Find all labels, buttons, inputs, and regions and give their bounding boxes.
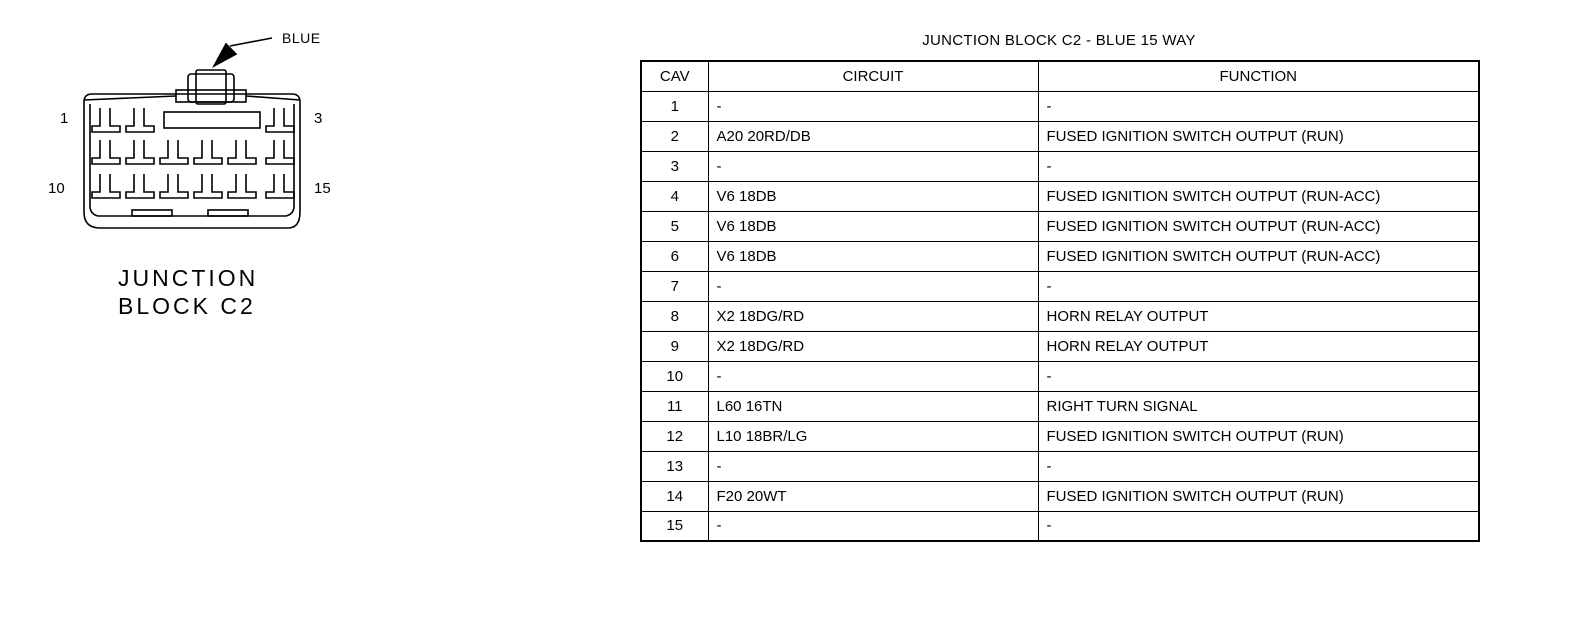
cav-cell: 1 (641, 91, 708, 121)
terminal-cavity (92, 140, 120, 164)
connector-caption (118, 264, 298, 320)
terminal-cavity (266, 174, 294, 198)
cav-cell: 5 (641, 211, 708, 241)
terminal-cavity (92, 108, 120, 132)
function-cell: HORN RELAY OUTPUT (1038, 301, 1479, 331)
table-row (641, 481, 1479, 511)
cav-cell: 7 (641, 271, 708, 301)
table-row (641, 181, 1479, 211)
table-row (641, 361, 1479, 391)
circuit-cell: L10 18BR/LG (708, 421, 1038, 451)
pinout-table (640, 60, 1480, 542)
function-cell: - (1038, 451, 1479, 481)
connector-diagram (0, 0, 560, 622)
table-row (641, 121, 1479, 151)
pinout-table-body (641, 91, 1479, 541)
table-row (641, 391, 1479, 421)
circuit-cell: - (708, 151, 1038, 181)
circuit-cell: V6 18DB (708, 211, 1038, 241)
function-cell: RIGHT TURN SIGNAL (1038, 391, 1479, 421)
function-cell: FUSED IGNITION SWITCH OUTPUT (RUN-ACC) (1038, 211, 1479, 241)
table-row (641, 421, 1479, 451)
table-row (641, 151, 1479, 181)
table-row (641, 331, 1479, 361)
terminal-cavity (194, 174, 222, 198)
function-cell: - (1038, 511, 1479, 541)
cav-cell: 3 (641, 151, 708, 181)
circuit-cell: V6 18DB (708, 181, 1038, 211)
cav-cell: 10 (641, 361, 708, 391)
connector-color-label: BLUE (282, 30, 321, 46)
cav-cell: 15 (641, 511, 708, 541)
terminal-cavity (126, 174, 154, 198)
terminal-cavity (160, 174, 188, 198)
function-cell: - (1038, 361, 1479, 391)
caption-line-1: JUNCTION (118, 265, 259, 291)
terminal-cavity (228, 174, 256, 198)
cav-cell: 14 (641, 481, 708, 511)
circuit-cell: - (708, 361, 1038, 391)
cav-cell: 13 (641, 451, 708, 481)
circuit-cell: - (708, 271, 1038, 301)
table-header-row (641, 61, 1479, 91)
circuit-cell: - (708, 511, 1038, 541)
terminal-cavity (126, 140, 154, 164)
cav-cell: 4 (641, 181, 708, 211)
table-title: JUNCTION BLOCK C2 - BLUE 15 WAY (922, 32, 1196, 49)
circuit-cell: F20 20WT (708, 481, 1038, 511)
terminal-cavity (126, 108, 154, 132)
terminal-cavity (228, 140, 256, 164)
cav-cell: 8 (641, 301, 708, 331)
terminal-cavity (266, 140, 294, 164)
terminal-cavity (266, 108, 294, 132)
terminal-cavity (92, 174, 120, 198)
function-cell: - (1038, 271, 1479, 301)
table-row (641, 241, 1479, 271)
pin-label-3: 3 (314, 110, 323, 127)
function-cell: - (1038, 91, 1479, 121)
pin-label-15: 15 (314, 180, 331, 197)
function-cell: FUSED IGNITION SWITCH OUTPUT (RUN) (1038, 481, 1479, 511)
caption-line-2: BLOCK C2 (118, 293, 256, 319)
table-row (641, 511, 1479, 541)
pin-label-10: 10 (48, 180, 65, 197)
circuit-cell: L60 16TN (708, 391, 1038, 421)
cav-cell: 9 (641, 331, 708, 361)
circuit-cell: - (708, 451, 1038, 481)
pin-label-1: 1 (60, 110, 69, 127)
table-row (641, 211, 1479, 241)
cav-cell: 6 (641, 241, 708, 271)
cav-cell: 12 (641, 421, 708, 451)
table-row (641, 91, 1479, 121)
table-row (641, 451, 1479, 481)
terminal-cavity (194, 140, 222, 164)
function-cell: FUSED IGNITION SWITCH OUTPUT (RUN-ACC) (1038, 241, 1479, 271)
table-row (641, 271, 1479, 301)
terminal-cavity (160, 140, 188, 164)
circuit-cell: A20 20RD/DB (708, 121, 1038, 151)
function-cell: FUSED IGNITION SWITCH OUTPUT (RUN) (1038, 421, 1479, 451)
function-cell: - (1038, 151, 1479, 181)
cav-cell: 2 (641, 121, 708, 151)
function-cell: HORN RELAY OUTPUT (1038, 331, 1479, 361)
circuit-cell: X2 18DG/RD (708, 331, 1038, 361)
function-cell: FUSED IGNITION SWITCH OUTPUT (RUN-ACC) (1038, 181, 1479, 211)
table-row (641, 301, 1479, 331)
function-cell: FUSED IGNITION SWITCH OUTPUT (RUN) (1038, 121, 1479, 151)
circuit-cell: X2 18DG/RD (708, 301, 1038, 331)
circuit-cell: V6 18DB (708, 241, 1038, 271)
column-header-circuit: CIRCUIT (708, 61, 1038, 91)
cav-cell: 11 (641, 391, 708, 421)
circuit-cell: - (708, 91, 1038, 121)
column-header-cav: CAV (641, 61, 708, 91)
column-header-function: FUNCTION (1038, 61, 1479, 91)
